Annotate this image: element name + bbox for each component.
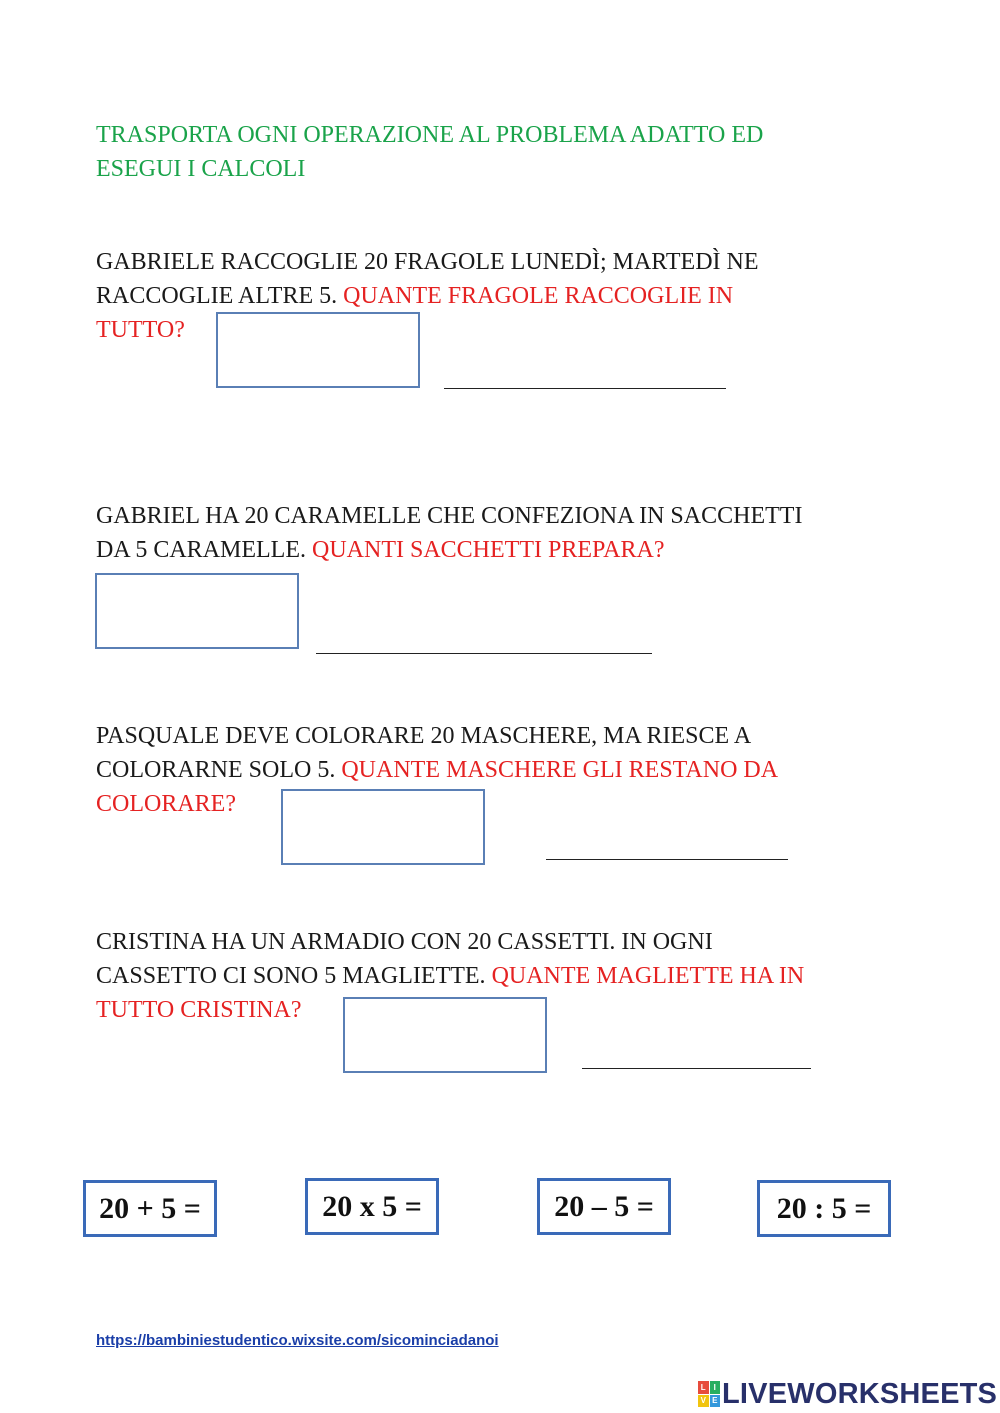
- problem-2-drop-box[interactable]: [95, 573, 299, 649]
- problem-3: [96, 719, 916, 821]
- problem-4-question: QUANTE MAGLIETTE HA IN: [491, 963, 805, 989]
- source-link[interactable]: https://bambiniestudentico.wixsite.com/sicominciadanoi: [96, 1332, 499, 1349]
- problem-4-question-end: TUTTO CRISTINA?: [96, 997, 302, 1023]
- problem-4-drop-box[interactable]: [343, 997, 547, 1073]
- operation-tile-subtraction[interactable]: 20 – 5 =: [537, 1178, 671, 1235]
- problem-1-answer-line[interactable]: [444, 388, 726, 389]
- problem-4-answer-line[interactable]: [582, 1068, 811, 1069]
- problem-1-line-2: [96, 279, 916, 313]
- operation-tile-multiplication[interactable]: 20 x 5 =: [305, 1178, 439, 1235]
- logo-letter-v: V: [698, 1395, 709, 1408]
- problem-2-answer-line[interactable]: [316, 653, 652, 654]
- logo-letter-e: E: [710, 1395, 721, 1408]
- operation-tile-division[interactable]: 20 : 5 =: [757, 1180, 891, 1237]
- problem-3-line-1: PASQUALE DEVE COLORARE 20 MASCHERE, MA RIESCE A: [96, 723, 752, 749]
- problem-3-question-end: COLORARE?: [96, 791, 236, 817]
- problem-2-text: DA 5 CARAMELLE.: [96, 537, 312, 563]
- problem-3-drop-box[interactable]: [281, 789, 485, 865]
- problem-4-line-2: [96, 959, 916, 993]
- problem-2-line-1: GABRIEL HA 20 CARAMELLE CHE CONFEZIONA IN SACCHETTI: [96, 503, 803, 529]
- liveworksheets-logo-icon: [698, 1381, 720, 1407]
- problem-2-question: QUANTI SACCHETTI PREPARA?: [312, 537, 665, 563]
- operation-tile-addition[interactable]: 20 + 5 =: [83, 1180, 217, 1237]
- problem-3-text: COLORARNE SOLO 5.: [96, 757, 342, 783]
- problem-4-line-1: CRISTINA HA UN ARMADIO CON 20 CASSETTI. IN OGNI: [96, 929, 713, 955]
- liveworksheets-logo[interactable]: [698, 1378, 997, 1410]
- instructions: [96, 118, 916, 186]
- problem-3-line-2: [96, 753, 916, 787]
- problem-1-text: RACCOGLIE ALTRE 5.: [96, 283, 344, 309]
- problem-4-text: CASSETTO CI SONO 5 MAGLIETTE.: [96, 963, 492, 989]
- logo-letter-i: I: [710, 1381, 721, 1394]
- instructions-line-1: TRASPORTA OGNI OPERAZIONE AL PROBLEMA ADATTO ED: [96, 122, 764, 148]
- logo-letter-l: L: [698, 1381, 709, 1394]
- problem-3-answer-line[interactable]: [546, 859, 788, 860]
- problem-2: [96, 499, 916, 567]
- problem-3-question: QUANTE MASCHERE GLI RESTANO DA: [341, 757, 779, 783]
- problem-1-question-end: TUTTO?: [96, 317, 185, 343]
- problem-1-line-1: GABRIELE RACCOGLIE 20 FRAGOLE LUNEDÌ; MARTEDÌ NE: [96, 249, 759, 275]
- problem-1-drop-box[interactable]: [216, 312, 420, 388]
- instructions-line-2: ESEGUI I CALCOLI: [96, 156, 306, 182]
- problem-1-question: QUANTE FRAGOLE RACCOGLIE IN: [343, 283, 734, 309]
- problem-2-line-2: [96, 533, 916, 567]
- liveworksheets-wordmark: LIVEWORKSHEETS: [722, 1377, 998, 1410]
